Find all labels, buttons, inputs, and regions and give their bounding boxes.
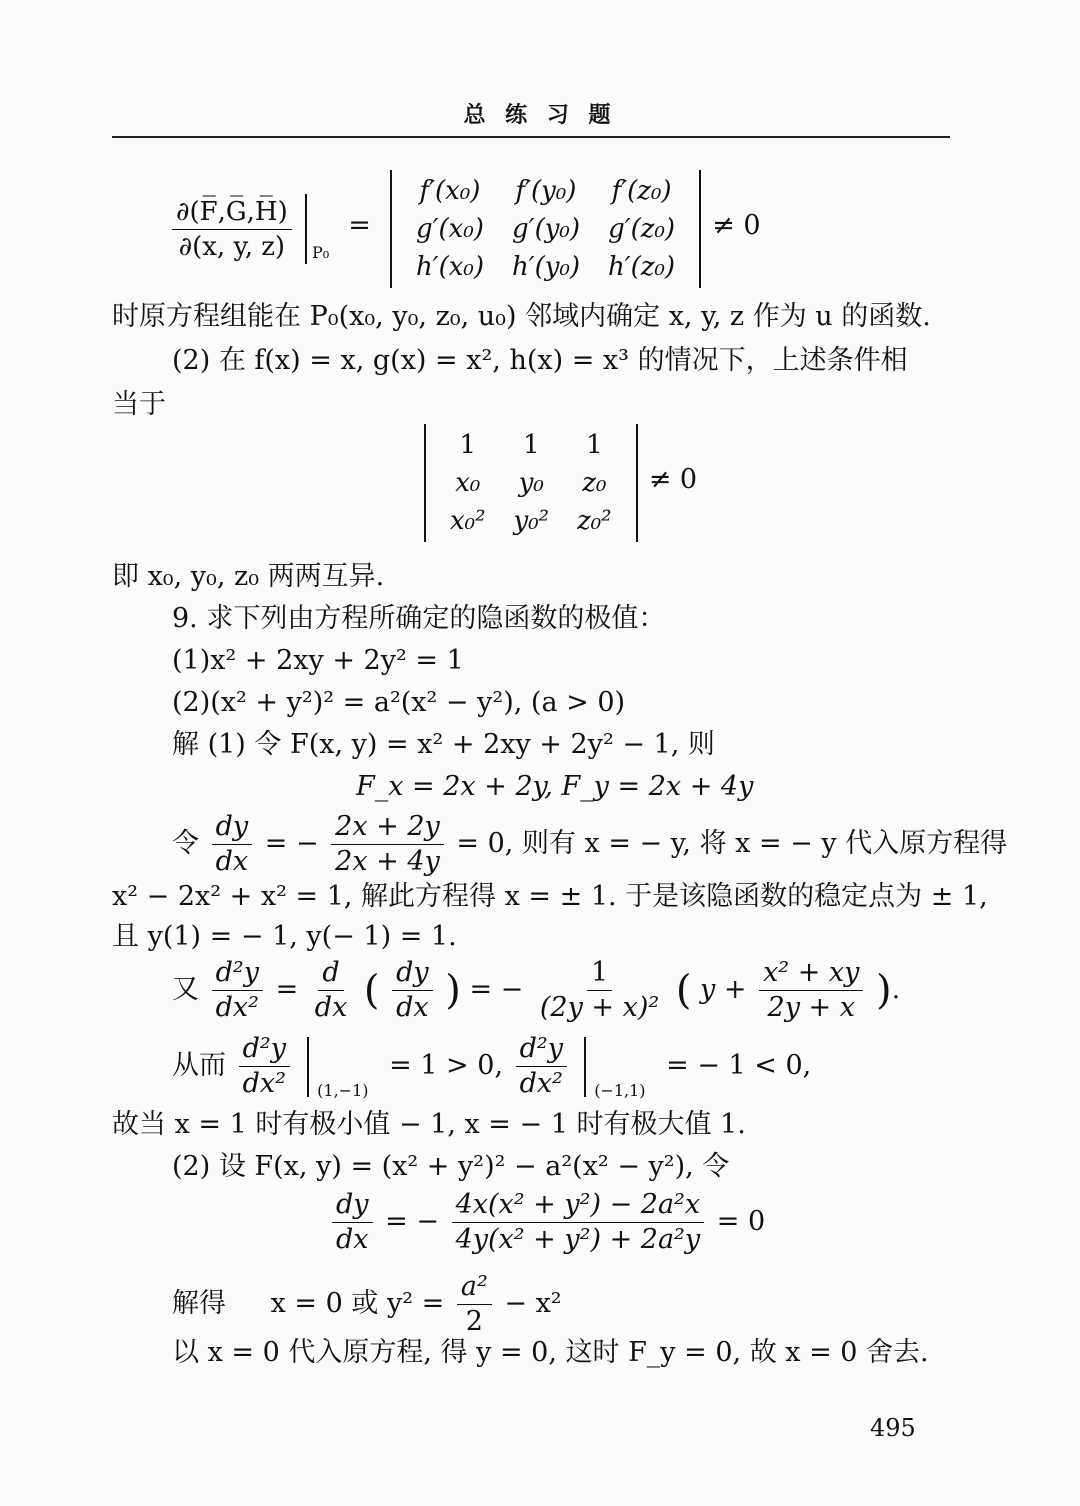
fraction	[212, 812, 253, 877]
text-line: (2) 设 F(x, y) = (x² + y²)² − a²(x² − y²), 令	[172, 1151, 730, 1182]
matrix-cell: x₀	[455, 468, 481, 498]
text-line: x² − 2x² + x² = 1, 解此方程得 x = ± 1. 于是该隐函数的稳定点为 ± 1,	[112, 881, 988, 912]
text-fragment: 从而	[172, 1050, 226, 1081]
matrix-cell: 1	[523, 430, 540, 460]
eval-bar	[307, 1037, 309, 1097]
text-line: 当于	[112, 389, 166, 420]
text-fragment: 解得	[172, 1288, 226, 1319]
operator: =	[275, 974, 299, 1005]
matrix-cell: h′(y₀)	[511, 252, 581, 282]
jacobian-subscript: P₀	[311, 242, 330, 262]
paren: (	[363, 967, 380, 1014]
text-line: 时原方程组能在 P₀(x₀, y₀, z₀, u₀) 邻域内确定 x, y, z 作为 u 的函数.	[112, 301, 931, 332]
fraction-numerator: d²y	[516, 1034, 567, 1067]
jacobian-denominator: ∂(x, y, z)	[178, 231, 286, 262]
solve-line	[172, 1272, 562, 1337]
fraction	[536, 958, 663, 1023]
exercise-heading: 9. 求下列由方程所确定的隐函数的极值：	[172, 603, 666, 634]
vandermonde-equation	[424, 424, 697, 542]
fraction-numerator: d²y	[239, 1034, 290, 1067]
matrix-cell: x₀²	[450, 506, 486, 536]
fraction-numerator: dy	[212, 812, 253, 845]
not-equal-zero: ≠ 0	[648, 463, 698, 495]
text-line: 即 x₀, y₀, z₀ 两两互异.	[112, 561, 385, 592]
evaluation-line	[172, 1034, 811, 1099]
equals-sign: =	[348, 209, 371, 241]
eval-point: (1,−1)	[317, 1081, 369, 1100]
fraction-denominator: dx	[396, 992, 429, 1023]
matrix-cell: g′(x₀)	[415, 214, 484, 244]
eval-point: (−1,1)	[594, 1081, 646, 1100]
fraction-denominator: 2y + x	[767, 992, 855, 1023]
matrix-cell: y₀²	[513, 506, 550, 536]
page-number: 495	[870, 1414, 916, 1442]
equation-line: (2)(x² + y²)² = a²(x² − y²), (a > 0)	[172, 687, 626, 718]
jacobian-matrix	[390, 170, 701, 288]
fraction-numerator: d²y	[212, 958, 263, 991]
text-fragment: x = 0 或 y² =	[270, 1288, 445, 1319]
fraction	[516, 1034, 567, 1099]
fraction-denominator: 2x + 4y	[335, 846, 440, 877]
fraction-denominator: dx	[215, 846, 249, 877]
fraction	[457, 1272, 492, 1337]
text-fragment: = − 1 < 0,	[666, 1050, 812, 1081]
variable: y +	[700, 974, 747, 1005]
equation-line: (1)x² + 2xy + 2y² = 1	[172, 645, 464, 676]
fraction-numerator: d	[318, 958, 343, 991]
page-header: 总 练 习 题	[463, 102, 617, 128]
derivative-line	[328, 1190, 765, 1255]
second-derivative-line	[172, 958, 900, 1023]
fraction-numerator: a²	[457, 1272, 492, 1305]
fraction-numerator: 2x + 2y	[331, 812, 444, 845]
fraction	[331, 812, 444, 877]
paren: (	[675, 967, 692, 1014]
fraction-denominator: dx²	[519, 1068, 563, 1099]
matrix-cell: f′(z₀)	[611, 176, 672, 206]
text-fragment: = 0, 则有 x = − y, 将 x = − y 代入原方程得	[456, 828, 1008, 859]
text-fragment: − x²	[504, 1288, 562, 1319]
eval-bar	[305, 194, 307, 264]
matrix-cell: z₀	[582, 468, 607, 498]
fraction-denominator: 2	[465, 1306, 483, 1337]
matrix-cell: h′(z₀)	[608, 252, 676, 282]
not-equal-zero: ≠ 0	[712, 209, 761, 241]
fraction-numerator: 4x(x² + y²) − 2a²x	[452, 1190, 705, 1223]
operator: = 0	[716, 1206, 766, 1237]
text-line: 故当 x = 1 时有极小值 − 1, x = − 1 时有极大值 1.	[112, 1109, 746, 1140]
derivative-line	[172, 812, 1007, 877]
text-fragment: 令	[172, 828, 199, 859]
text-fragment: 又	[172, 974, 199, 1005]
matrix-cell: 1	[586, 430, 603, 460]
fraction-numerator: dy	[332, 1190, 373, 1223]
fraction-numerator: x² + xy	[759, 958, 863, 991]
fraction-denominator: dx	[336, 1224, 369, 1255]
paren: )	[445, 967, 461, 1014]
fraction	[311, 958, 352, 1023]
operator: = −	[264, 828, 319, 859]
fraction-denominator: (2y + x)²	[539, 992, 660, 1023]
text-line: (2) 在 f(x) = x, g(x) = x², h(x) = x³ 的情况下，上述条件相	[172, 345, 908, 376]
paren: )	[876, 967, 892, 1014]
text-fragment: = 1 > 0,	[389, 1050, 504, 1081]
fraction	[239, 1034, 290, 1099]
fraction	[212, 958, 263, 1023]
fraction	[759, 958, 863, 1023]
operator: = −	[469, 974, 524, 1005]
fraction-numerator: 1	[587, 958, 612, 991]
vandermonde-matrix	[424, 424, 638, 542]
jacobian-fraction	[172, 197, 292, 262]
fraction-denominator: dx²	[215, 992, 259, 1023]
fraction-denominator: 4y(x² + y²) + 2a²y	[455, 1224, 701, 1255]
fraction	[392, 958, 433, 1023]
jacobian-equation	[168, 170, 761, 288]
fraction	[332, 1190, 373, 1255]
matrix-cell: 1	[459, 430, 477, 460]
matrix-cell: g′(z₀)	[608, 214, 676, 244]
header-rule	[112, 136, 950, 138]
fraction-denominator: dx	[314, 992, 348, 1023]
text-line: 且 y(1) = − 1, y(− 1) = 1.	[112, 921, 457, 952]
fraction-numerator: dy	[392, 958, 433, 991]
matrix-cell: f′(x₀)	[419, 176, 481, 206]
eval-bar	[584, 1037, 586, 1097]
matrix-cell: y₀	[518, 468, 544, 498]
fraction	[452, 1190, 705, 1255]
matrix-cell: g′(y₀)	[512, 214, 580, 244]
jacobian-numerator: ∂(F̅,G̅,H̅)	[172, 197, 292, 230]
matrix-cell: h′(x₀)	[415, 252, 484, 282]
matrix-cell: f′(y₀)	[515, 176, 577, 206]
operator: = −	[385, 1206, 439, 1237]
text-line: 以 x = 0 代入原方程, 得 y = 0, 这时 F_y = 0, 故 x = 0 舍去.	[172, 1337, 929, 1368]
solution-line: 解 (1) 令 F(x, y) = x² + 2xy + 2y² − 1, 则	[172, 729, 715, 760]
equation-line: F_x = 2x + 2y, F_y = 2x + 4y	[356, 771, 754, 802]
period: .	[891, 974, 901, 1005]
fraction-denominator: dx²	[242, 1068, 286, 1099]
matrix-cell: z₀²	[577, 506, 612, 536]
